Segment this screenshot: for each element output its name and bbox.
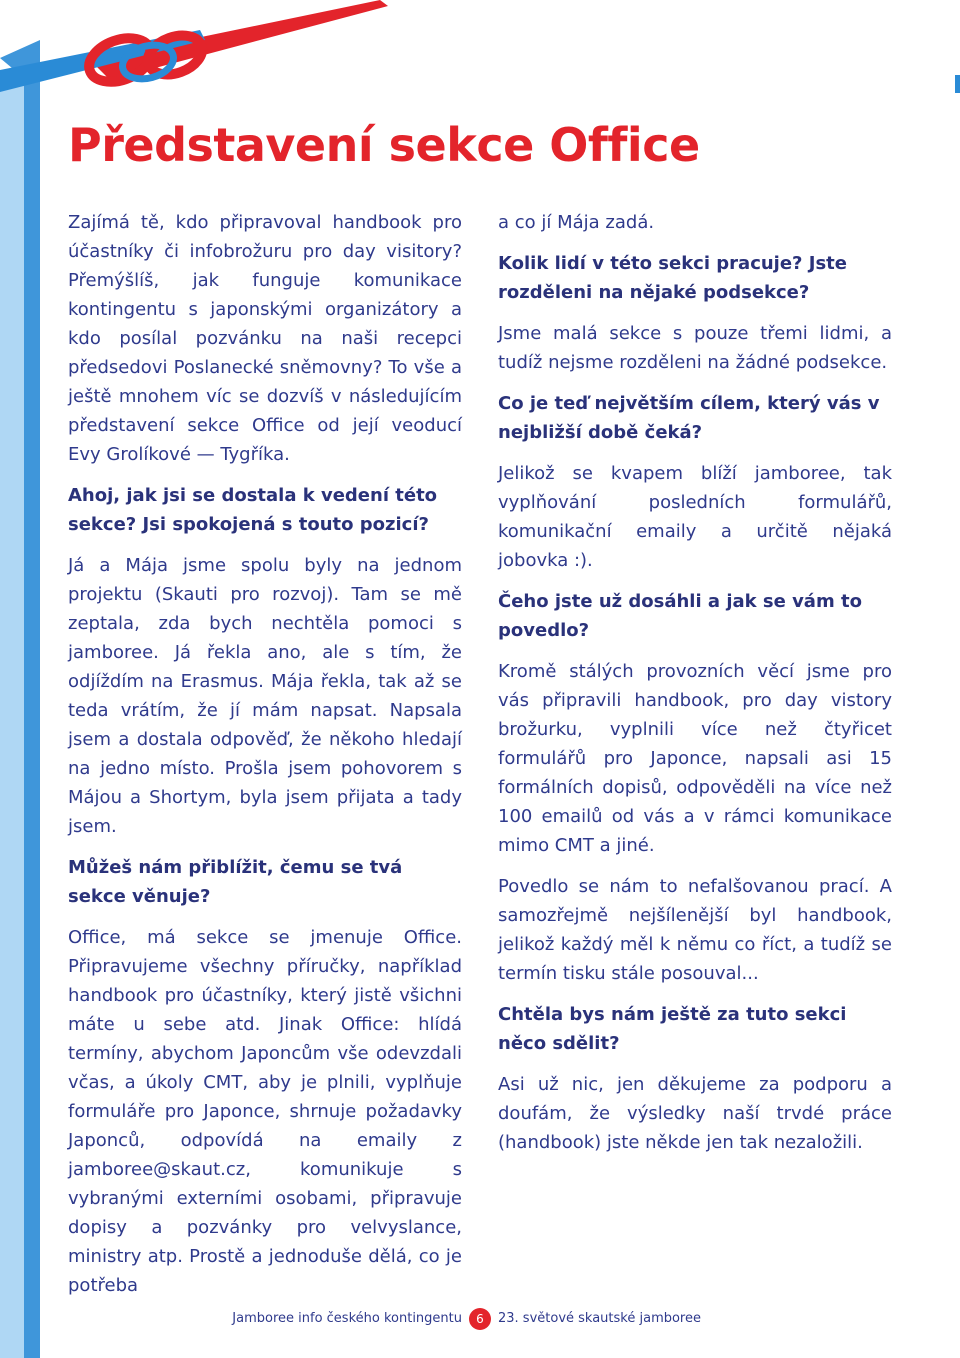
page-footer (0, 1308, 960, 1332)
question-heading: Kolik lidí v této sekci pracuje? Jste rozděleni na nějaké podsekce? (498, 253, 847, 303)
answer-paragraph: Office, má sekce se jmenuje Office. Připravujeme všechny příručky, například handbook pro účastníky, který jistě všichni máte u sebe atd. Jinak Office: hlídá termíny, abychom Japoncům vše odevzdali včas, a úkoly CMT, aby je plnili, vyplňuje formuláře pro Japonce, shrnuje požadavky Japonců, odpovídá na emaily z jamboree@skaut.cz, komunikuje s vybranými externími osobami, připravuje dopisy a pozvánky pro velvyslance, ministry atp. Prostě a jednoduše dělá, co je potřeba (68, 927, 462, 1296)
page-title: Představení sekce Office (68, 118, 700, 172)
question-heading: Můžeš nám přiblížit, čemu se tvá sekce věnuje? (68, 857, 403, 907)
intro-paragraph: Zajímá tě, kdo připravoval handbook pro účastníky či infobrožuru pro day visitory? Přemýšlíš, jak funguje komunikace kontingentu s japonskými organizátory a kdo posílal pozvánku na naši recepci předsedovi Poslanecké sněmovny? To vše a ještě mnohem víc se dozvíš v následujícím představení sekce Office od její veoducí Evy Grolíkové — Tygříka. (68, 212, 462, 465)
question-heading: Co je teď největším cílem, který vás v nejbližší době čeká? (498, 393, 880, 443)
answer-paragraph: a co jí Mája zadá. (498, 212, 655, 233)
question-heading: Chtěla bys nám ještě za tuto sekci něco sdělit? (498, 1004, 847, 1054)
answer-paragraph: Asi už nic, jen děkujeme za podporu a doufám, že výsledky naší trvdé práce (handbook) jste někde jen tak nezaložili. (498, 1074, 892, 1153)
page-number: 6 (469, 1308, 491, 1330)
footer-right-text: 23. světové skautské jamboree (498, 1311, 701, 1326)
footer-left-text: Jamboree info českého kontingentu (232, 1311, 462, 1326)
answer-paragraph: Jsme malá sekce s pouze třemi lidmi, a tudíž nejsme rozděleni na žádné podsekce. (498, 323, 892, 373)
answer-paragraph: Jelikož se kvapem blíží jamboree, tak vyplňování posledních formulářů, komunikační emaily a určitě nějaká jobovka :). (498, 463, 892, 571)
answer-paragraph: Já a Mája jsme spolu byly na jednom projektu (Skauti pro rozvoj). Tam se mě zeptala, zda bych nechtěla pomoci s jamboree. Já řekla ano, ale s tím, že odjíždím na Erasmus. Mája řekla, tak až se teda vrátím, že jí mám napsat. Napsala jsem a dostala odpověď, že někoho hledají na jedno místo. Prošla jsem pohovorem s Májou a Shortym, byla jsem přijata a tady jsem. (68, 555, 462, 837)
answer-paragraph: Povedlo se nám to nefalšovanou prací. A samozřejmě nejšílenější byl handbook, jelikož každý měl k němu co říct, a tudíž se termín tisku stále posouval... (498, 876, 892, 984)
question-heading: Ahoj, jak jsi se dostala k vedení této sekce? Jsi spokojená s touto pozicí? (68, 485, 438, 535)
answer-paragraph: Kromě stálých provozních věcí jsme pro vás připravili handbook, pro day vistory brožurku, vyplnili více než čtyřicet formulářů pro Japonce, napsali asi 15 formálních dopisů, odpověděli na více než 100 emailů od vás a v rámci komunikace mimo CMT a jiné. (498, 661, 892, 856)
right-column (498, 208, 892, 1169)
question-heading: Čeho jste už dosáhli a jak se vám to povedlo? (498, 591, 862, 641)
left-column (68, 208, 462, 1312)
